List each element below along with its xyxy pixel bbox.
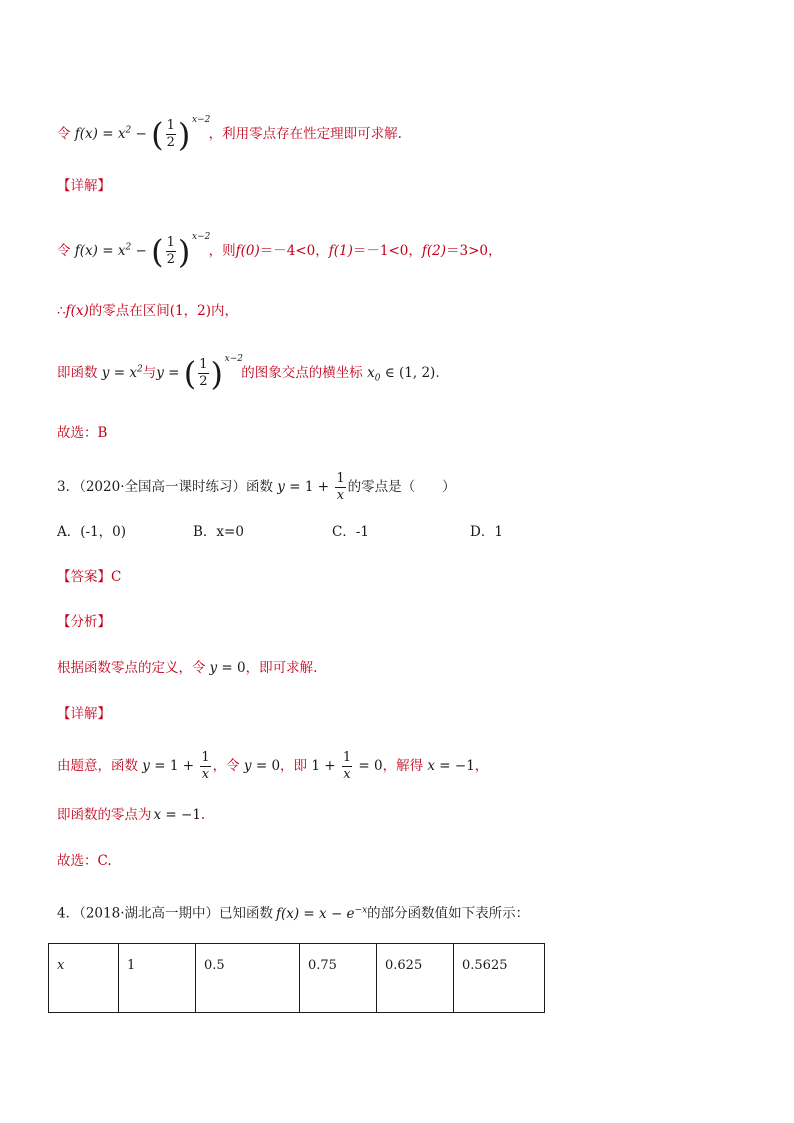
intro-minus: − [131,126,152,142]
therefore-line [57,301,238,321]
analysis-p1: 根据函数零点的定义，令 [57,660,206,676]
detail1-f2-rest: ＝3>0， [446,243,502,259]
analysis-heading: 【分析】 [57,614,111,630]
inter-frac-num: 1 [199,357,208,372]
table-cell-x-text: x [57,958,65,973]
intro-prefix: 令 [57,126,71,142]
q4-num: 4．（2018·湖北高一期中）已知函数 [57,905,273,922]
intersection-line [57,353,440,393]
zero-x: x [153,807,162,823]
values-table [48,943,545,1013]
detail2-formula-3 [311,750,383,782]
detail1-minus: − [131,243,152,259]
inter-eq1: = x [109,365,137,381]
table-cell: 0.625 [377,944,454,1013]
inter-p2: 与 [142,365,157,381]
q3-frac-num: 1 [336,471,345,486]
detail1-line [57,231,502,271]
detail2-eq4: = −1 [435,758,475,774]
inter-eq2: = [163,365,184,381]
inter-frac-den: 2 [199,374,208,389]
detail2-line [57,750,488,783]
question-4 [57,900,529,924]
detail2-p2: ，令 [212,758,240,774]
detail2-p3: ，即 [280,758,308,774]
inter-interval: (1, 2) [399,365,436,381]
inter-formula-1 [102,365,143,381]
zero-eq: = −1 [161,807,201,823]
detail1-f2: f(2) [421,243,447,259]
q4-tail: 的部分函数值如下表所示： [367,905,530,922]
detail2-p5: ， [474,758,489,774]
detail1-prefix: 令 [57,243,71,259]
inter-x0-var: x [367,365,375,381]
detail1-f1-rest: ＝－1<0， [352,243,422,259]
question-3 [57,471,456,504]
detail1-f0: f(0) [235,243,260,259]
q4-exp: −x [354,905,368,915]
detail2-y2: y [243,758,252,774]
answer-1: 故选：B [57,425,108,441]
inter-x0 [367,365,436,384]
q3-tail: 的零点是（ ） [347,479,456,495]
inter-y2: y [156,365,164,381]
inter-exp: x−2 [224,353,243,364]
detail2-formula-1 [142,750,212,782]
intro-frac-den: 2 [166,135,175,150]
detail2-y: y [142,758,150,774]
detail2-eq: = 1 + [149,758,199,774]
intro-formula: $f(x) = x^2$ − ( $\frac{1}{2}$ ) x−2 [75,126,195,142]
intro-suffix: ，利用零点存在性定理即可求解. [208,126,402,142]
table-cell: 0.5 [196,944,300,1013]
inter-p1: 即函数 [57,365,98,381]
detail2-eq3: = 0 [354,758,383,774]
table-row [49,944,545,1013]
analysis-p2: ，即可求解. [245,660,318,676]
detail1-formula: $f(x) = x^2$ − ( $\frac{1}{2}$ ) x−2 [75,243,195,259]
inter-in: ∈ [380,365,400,381]
q3-y: y [277,479,285,495]
zero-end: . [200,807,206,823]
detail1-exp: x−2 [192,231,211,242]
detail1-f0-rest: ＝－4<0， [259,243,329,259]
detail-heading-1: 【详解】 [57,178,111,194]
analysis-y: y [209,660,218,676]
zero-p1: 即函数的零点为 [57,807,152,823]
detail2-frac2-num: 1 [342,750,352,765]
inter-p3: 的图象交点的横坐标 [241,365,363,381]
detail1-frac-num: 1 [166,235,175,250]
choice-c[interactable]: C．-1 [332,524,369,540]
detail2-formula-2 [244,758,280,774]
choice-a[interactable]: A．(-1，0) [57,524,127,540]
detail1-sq: 2 [125,242,132,253]
intro-frac-num: 1 [166,118,175,133]
detail1-then: ，则 [208,243,236,259]
detail2-p1: 由题意，函数 [57,758,138,774]
analysis-eq: = 0 [217,660,246,676]
detail2-eq2: = 0 [251,758,281,774]
choice-d[interactable]: D．1 [470,524,503,540]
intro-func-head: f(x) = x [74,126,126,142]
therefore-fx: f(x) [65,303,89,319]
analysis-text [57,658,317,678]
detail2-p4: ，解得 [382,758,424,774]
inter-formula-2: y = ( $\frac{1}{2}$ ) x−2 [156,365,223,381]
detail1-frac-den: 2 [166,252,175,267]
detail2-one: 1 + [311,758,340,774]
intro-exp: x−2 [192,114,211,125]
q3-num: 3．（2020·全国高一课时练习）函数 [57,479,273,495]
zero-line [57,805,205,825]
q4-fx: f(x) = x − e [276,905,355,922]
choice-b[interactable]: B．x=0 [193,524,244,540]
detail1-func-head: f(x) = x [74,243,126,259]
answer-2: 故选：C. [57,853,112,869]
answer-tag: 【答案】C [57,569,122,585]
detail-heading-2: 【详解】 [57,706,111,722]
inter-sq: 2 [136,364,143,375]
detail2-frac-num: 1 [201,750,210,765]
therefore-symbol: ∴ [57,303,66,319]
q3-formula [277,471,347,503]
intro-line [57,114,402,154]
detail2-frac2-den: x [343,767,351,782]
intro-sq: 2 [125,125,132,136]
inter-y1: y [101,365,110,381]
detail1-f1: f(1) [328,243,353,259]
q3-eq: = 1 + [284,479,334,495]
table-cell-x [49,944,119,1013]
table-cell: 0.75 [300,944,377,1013]
table-cell: 1 [119,944,196,1013]
inter-x0-sub: 0 [374,373,381,384]
detail2-xv: x [427,758,435,774]
inter-end: . [435,365,440,381]
detail2-frac-den: x [201,767,210,782]
detail2-formula-4 [427,758,474,774]
therefore-rest: 的零点在区间(1，2)内， [88,303,238,319]
q3-frac-den: x [336,488,345,503]
table-cell: 0.5625 [454,944,545,1013]
